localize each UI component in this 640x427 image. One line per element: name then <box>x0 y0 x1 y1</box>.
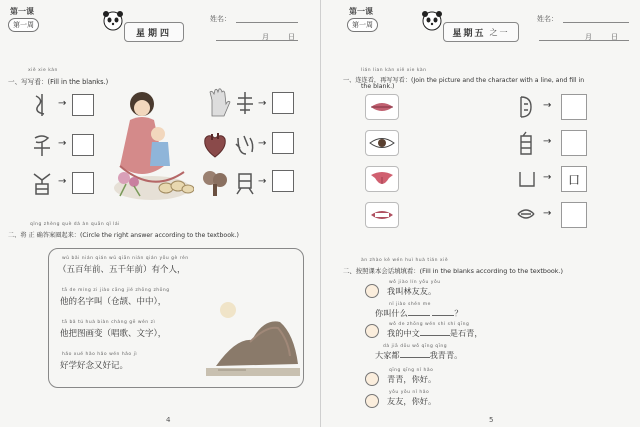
section1-instruction-cont: the blank.) <box>361 83 395 90</box>
tongue-picture[interactable] <box>365 166 399 192</box>
dialog-line-2: 你叫什么 ？ <box>375 308 463 318</box>
heart-picture <box>200 130 230 160</box>
section2-instruction: 二、将 正 确答案圈起来：(Circle the right answer according to the textbook.) <box>8 232 239 239</box>
answer-box-4[interactable] <box>272 92 294 114</box>
section1-instruction: 一、连连看，再写写看：(Join the picture and the character with a line, and fill in <box>343 77 585 84</box>
dialog-pinyin-5: qīng qīng nǐ hǎo <box>389 368 434 373</box>
ancient-glyph-self <box>517 130 535 156</box>
dialog-pinyin-1: wǒ jiào lín yǒu yǒu <box>389 280 441 285</box>
answer-box-6[interactable] <box>272 170 294 192</box>
answer-box-2[interactable] <box>561 130 587 156</box>
story-line-2[interactable]: 他的名字叫（仓颉、中中）， <box>60 297 167 307</box>
girl-avatar <box>365 324 379 338</box>
story-line-4: 好学好念又好记。 <box>60 361 129 371</box>
date-field[interactable] <box>216 40 298 41</box>
section2-pinyin: qǐng zhèng què dá àn quān qǐ lái <box>30 222 120 227</box>
hand-picture <box>206 86 232 118</box>
section1-pinyin: lián lian kàn xiě xie kàn <box>361 68 427 73</box>
dialog-pinyin-6: yǒu yǒu nǐ hǎo <box>389 390 430 395</box>
shells-picture <box>158 176 194 196</box>
section2-pinyin: àn zhào kè wén huì huà tián xiě <box>361 258 449 263</box>
eye-picture[interactable] <box>365 130 399 156</box>
arrow-icon: → <box>258 138 267 149</box>
day-label: 日 <box>288 33 295 41</box>
ancient-glyph-5 <box>234 132 256 158</box>
dialog-pinyin-2: nǐ jiào shén me <box>389 302 431 307</box>
boy-avatar <box>365 372 379 386</box>
girl-avatar <box>365 394 379 408</box>
answer-box-3[interactable] <box>72 172 94 194</box>
ancient-glyph-tooth <box>515 204 537 226</box>
answer-box-1[interactable] <box>561 94 587 120</box>
name-label: 姓名： <box>210 15 231 23</box>
blank-field[interactable] <box>432 308 454 316</box>
tree-picture <box>200 168 230 198</box>
ancient-glyph-1 <box>30 92 54 118</box>
boy-avatar <box>365 284 379 298</box>
dialog-line-1: 我叫林友友。 <box>387 286 437 296</box>
dialog-line-6: 友友，你好。 <box>387 396 437 406</box>
story-line-3[interactable]: 他把图画变（唱歌、文字）， <box>60 329 167 339</box>
name-field[interactable] <box>563 22 629 23</box>
arrow-icon: → <box>543 172 552 183</box>
panda-icon <box>100 10 126 32</box>
week-label: 第一周 <box>8 18 39 32</box>
name-field[interactable] <box>236 22 298 23</box>
month-label: 月 <box>262 33 269 41</box>
day-box <box>443 22 519 42</box>
right-page <box>320 0 640 427</box>
story-pinyin-4: hǎo xué hǎo hǎo wén hǎo jì <box>62 352 138 357</box>
answer-box-5[interactable] <box>272 132 294 154</box>
blank-field[interactable] <box>420 328 450 336</box>
ancient-glyph-6 <box>234 170 256 196</box>
ancient-glyph-mouth <box>517 168 537 190</box>
flower-picture <box>112 168 150 198</box>
answer-box-4[interactable] <box>561 202 587 228</box>
dialog-pinyin-3: wǒ de zhōng wén shì shí qīng <box>389 322 470 327</box>
blank-field[interactable] <box>400 350 430 358</box>
arrow-icon: → <box>58 98 67 109</box>
week-label: 第一周 <box>347 18 378 32</box>
dialog-pinyin-4: dà jiā dōu wǒ qīng qīng <box>383 344 448 349</box>
arrow-icon: → <box>543 100 552 111</box>
arrow-icon: → <box>258 176 267 187</box>
date-field[interactable] <box>539 40 629 41</box>
panda-icon <box>419 10 445 32</box>
day-suffix: 之一 <box>489 27 510 37</box>
ancient-glyph-4 <box>234 90 256 116</box>
section2-instruction: 二、按照课本会话填填看：(Fill in the blanks according to the textbook.) <box>343 267 564 275</box>
ancient-glyph-3 <box>30 170 54 196</box>
day-box: 星期四 <box>124 22 184 42</box>
page-number: 4 <box>166 416 171 424</box>
dialog-line-4: 大家都 我青青。 <box>375 350 463 360</box>
ancient-glyph-ear[interactable] <box>517 94 535 120</box>
mouth-picture[interactable] <box>365 94 399 120</box>
month-label: 月 <box>585 33 592 41</box>
day-label: 日 <box>611 33 618 41</box>
page-number: 5 <box>489 416 494 424</box>
day-text: 星期五 <box>452 28 486 39</box>
section1-pinyin: xiě xie kàn <box>28 68 58 73</box>
story-line-1[interactable]: （五百年前、五千年前）有个人， <box>58 265 186 275</box>
arrow-icon: → <box>58 138 67 149</box>
story-pinyin-3: tā bǎ tú huà biàn chàng gē wén zì <box>62 320 156 325</box>
teeth-picture[interactable] <box>365 202 399 228</box>
blank-field[interactable] <box>408 308 430 316</box>
arrow-icon: → <box>543 136 552 147</box>
arrow-icon: → <box>58 176 67 187</box>
answer-box-2[interactable] <box>72 134 94 156</box>
arrow-icon: → <box>258 98 267 109</box>
name-label: 姓名： <box>537 15 558 23</box>
lesson-label: 第一课 <box>349 7 373 16</box>
answer-box-1[interactable] <box>72 94 94 116</box>
story-pinyin-1: wǔ bǎi nián qián wǔ qiān nián qián yǒu gè rén <box>62 256 189 261</box>
lesson-label: 第一课 <box>10 7 34 16</box>
mountain-landscape-illustration <box>206 296 300 376</box>
dialog-line-5: 青青，你好。 <box>387 374 437 384</box>
arrow-icon: → <box>543 208 552 219</box>
ancient-glyph-2 <box>30 132 54 158</box>
section1-instruction: 一、写写看：(Fill in the blanks.) <box>8 78 109 86</box>
answer-box-3[interactable]: 口 <box>561 166 587 192</box>
story-pinyin-2: tā de míng zi jiào cāng jié zhōng zhōng <box>62 288 170 293</box>
dialog-line-3: 我的中文 是石青， <box>387 328 483 338</box>
